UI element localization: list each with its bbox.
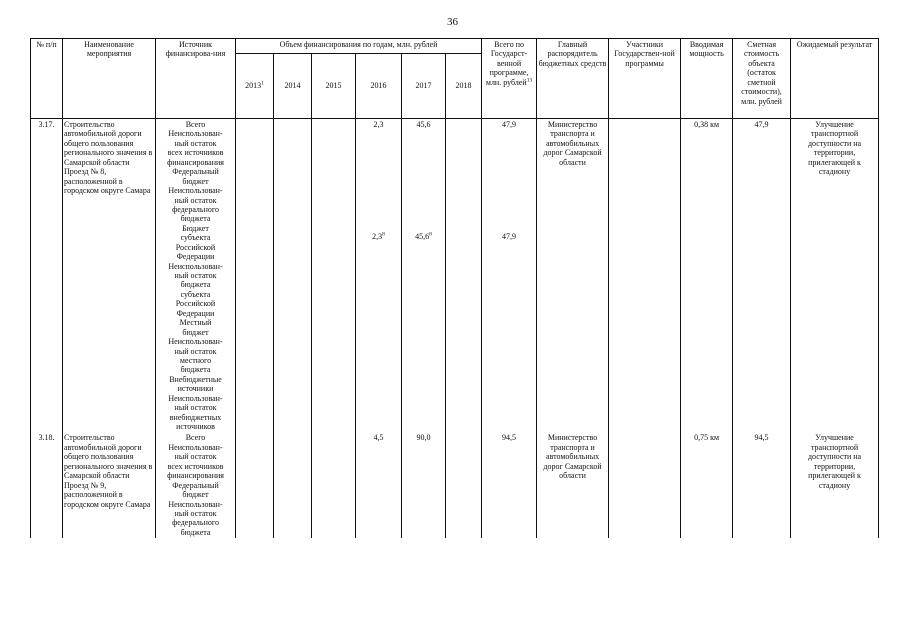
header-volume: Объем финансирования по годам, млн. рублей: [236, 39, 482, 54]
row-y2016: 2,3 $2,3^8$: [356, 119, 402, 433]
header-name: Наименование мероприятия: [63, 39, 156, 119]
row-capacity: 0,38 км: [681, 119, 733, 433]
row-num: 3.18.: [31, 432, 63, 538]
row-y2013: [236, 432, 274, 538]
row-name: Строительство автомобильной дороги общего пользования регионального значения в Самарской области Проезд № 8, расположенной в городском округе Самара: [63, 119, 156, 433]
header-year-2015: 2015: [312, 54, 356, 119]
row-result: Улучшение транспортной доступности на территории, прилегающей к стадиону: [791, 119, 879, 433]
row-source: Всего Неиспользован- ный остаток всех источников финансирования Федеральный бюджет Неиспользован- ный остаток федерального бюджета: [156, 432, 236, 538]
row-y2018: [446, 432, 482, 538]
row-y2017: 90,0: [402, 432, 446, 538]
header-year-2018: 2018: [446, 54, 482, 119]
header-year-2017: 2017: [402, 54, 446, 119]
header-participants: Участники Государствен-ной программы: [609, 39, 681, 119]
header-result: Ожидаемый результат: [791, 39, 879, 119]
row-y2018: [446, 119, 482, 433]
header-source: Источник финансирова-ния: [156, 39, 236, 119]
header-distributor: Главный распорядитель бюджетных средств: [537, 39, 609, 119]
row-estimated-cost: 94,5: [733, 432, 791, 538]
row-y2014: [274, 432, 312, 538]
row-estimated-cost: 47,9: [733, 119, 791, 433]
row-y2013: [236, 119, 274, 433]
financing-table: [30, 38, 879, 538]
header-estimated-cost: Сметная стоимость объекта (остаток сметной стоимости), млн. рублей: [733, 39, 791, 119]
row-total: 47,9 47,9: [482, 119, 537, 433]
row-capacity: 0,75 км: [681, 432, 733, 538]
row-participants: [609, 432, 681, 538]
row-result: Улучшение транспортной доступности на территории, прилегающей к стадиону: [791, 432, 879, 538]
table-row: [31, 119, 879, 433]
header-capacity: Вводимая мощность: [681, 39, 733, 119]
header-year-2013: 2013$^1$: [236, 54, 274, 119]
row-y2014: [274, 119, 312, 433]
table-row: [31, 432, 879, 538]
row-y2017: 45,6 45,6$^8$: [402, 119, 446, 433]
header-num: № п/п: [31, 39, 63, 119]
row-distributor: Министерство транспорта и автомобильных дорог Самарской области: [537, 119, 609, 433]
row-y2016: 4,5: [356, 432, 402, 538]
row-num: 3.17.: [31, 119, 63, 433]
row-total: 94,5: [482, 432, 537, 538]
row-source: Всего Неиспользован- ный остаток всех источников финансирования Федеральный бюджет Неиспользован- ный остаток федерального бюджета Бюджет субъекта Российской Федерации Неиспользован- ный остаток бюджета субъекта Российской Федерации Местный бюджет Неиспользован- ный остаток местного бюджета Внебюджетные источники Неиспользован- ный остаток внебюджетных источников: [156, 119, 236, 433]
row-name: Строительство автомобильной дороги общего пользования регионального значения в Самарской области Проезд № 9, расположенной в городском округе Самара: [63, 432, 156, 538]
header-total: Всего по Государст-венной программе, млн. рублей$^{13}$: [482, 39, 537, 119]
page-number: 36: [447, 16, 458, 28]
header-year-2014: 2014: [274, 54, 312, 119]
header-year-2016: 2016: [356, 54, 402, 119]
row-y2015: [312, 432, 356, 538]
row-participants: [609, 119, 681, 433]
row-y2015: [312, 119, 356, 433]
row-distributor: Министерство транспорта и автомобильных дорог Самарской области: [537, 432, 609, 538]
